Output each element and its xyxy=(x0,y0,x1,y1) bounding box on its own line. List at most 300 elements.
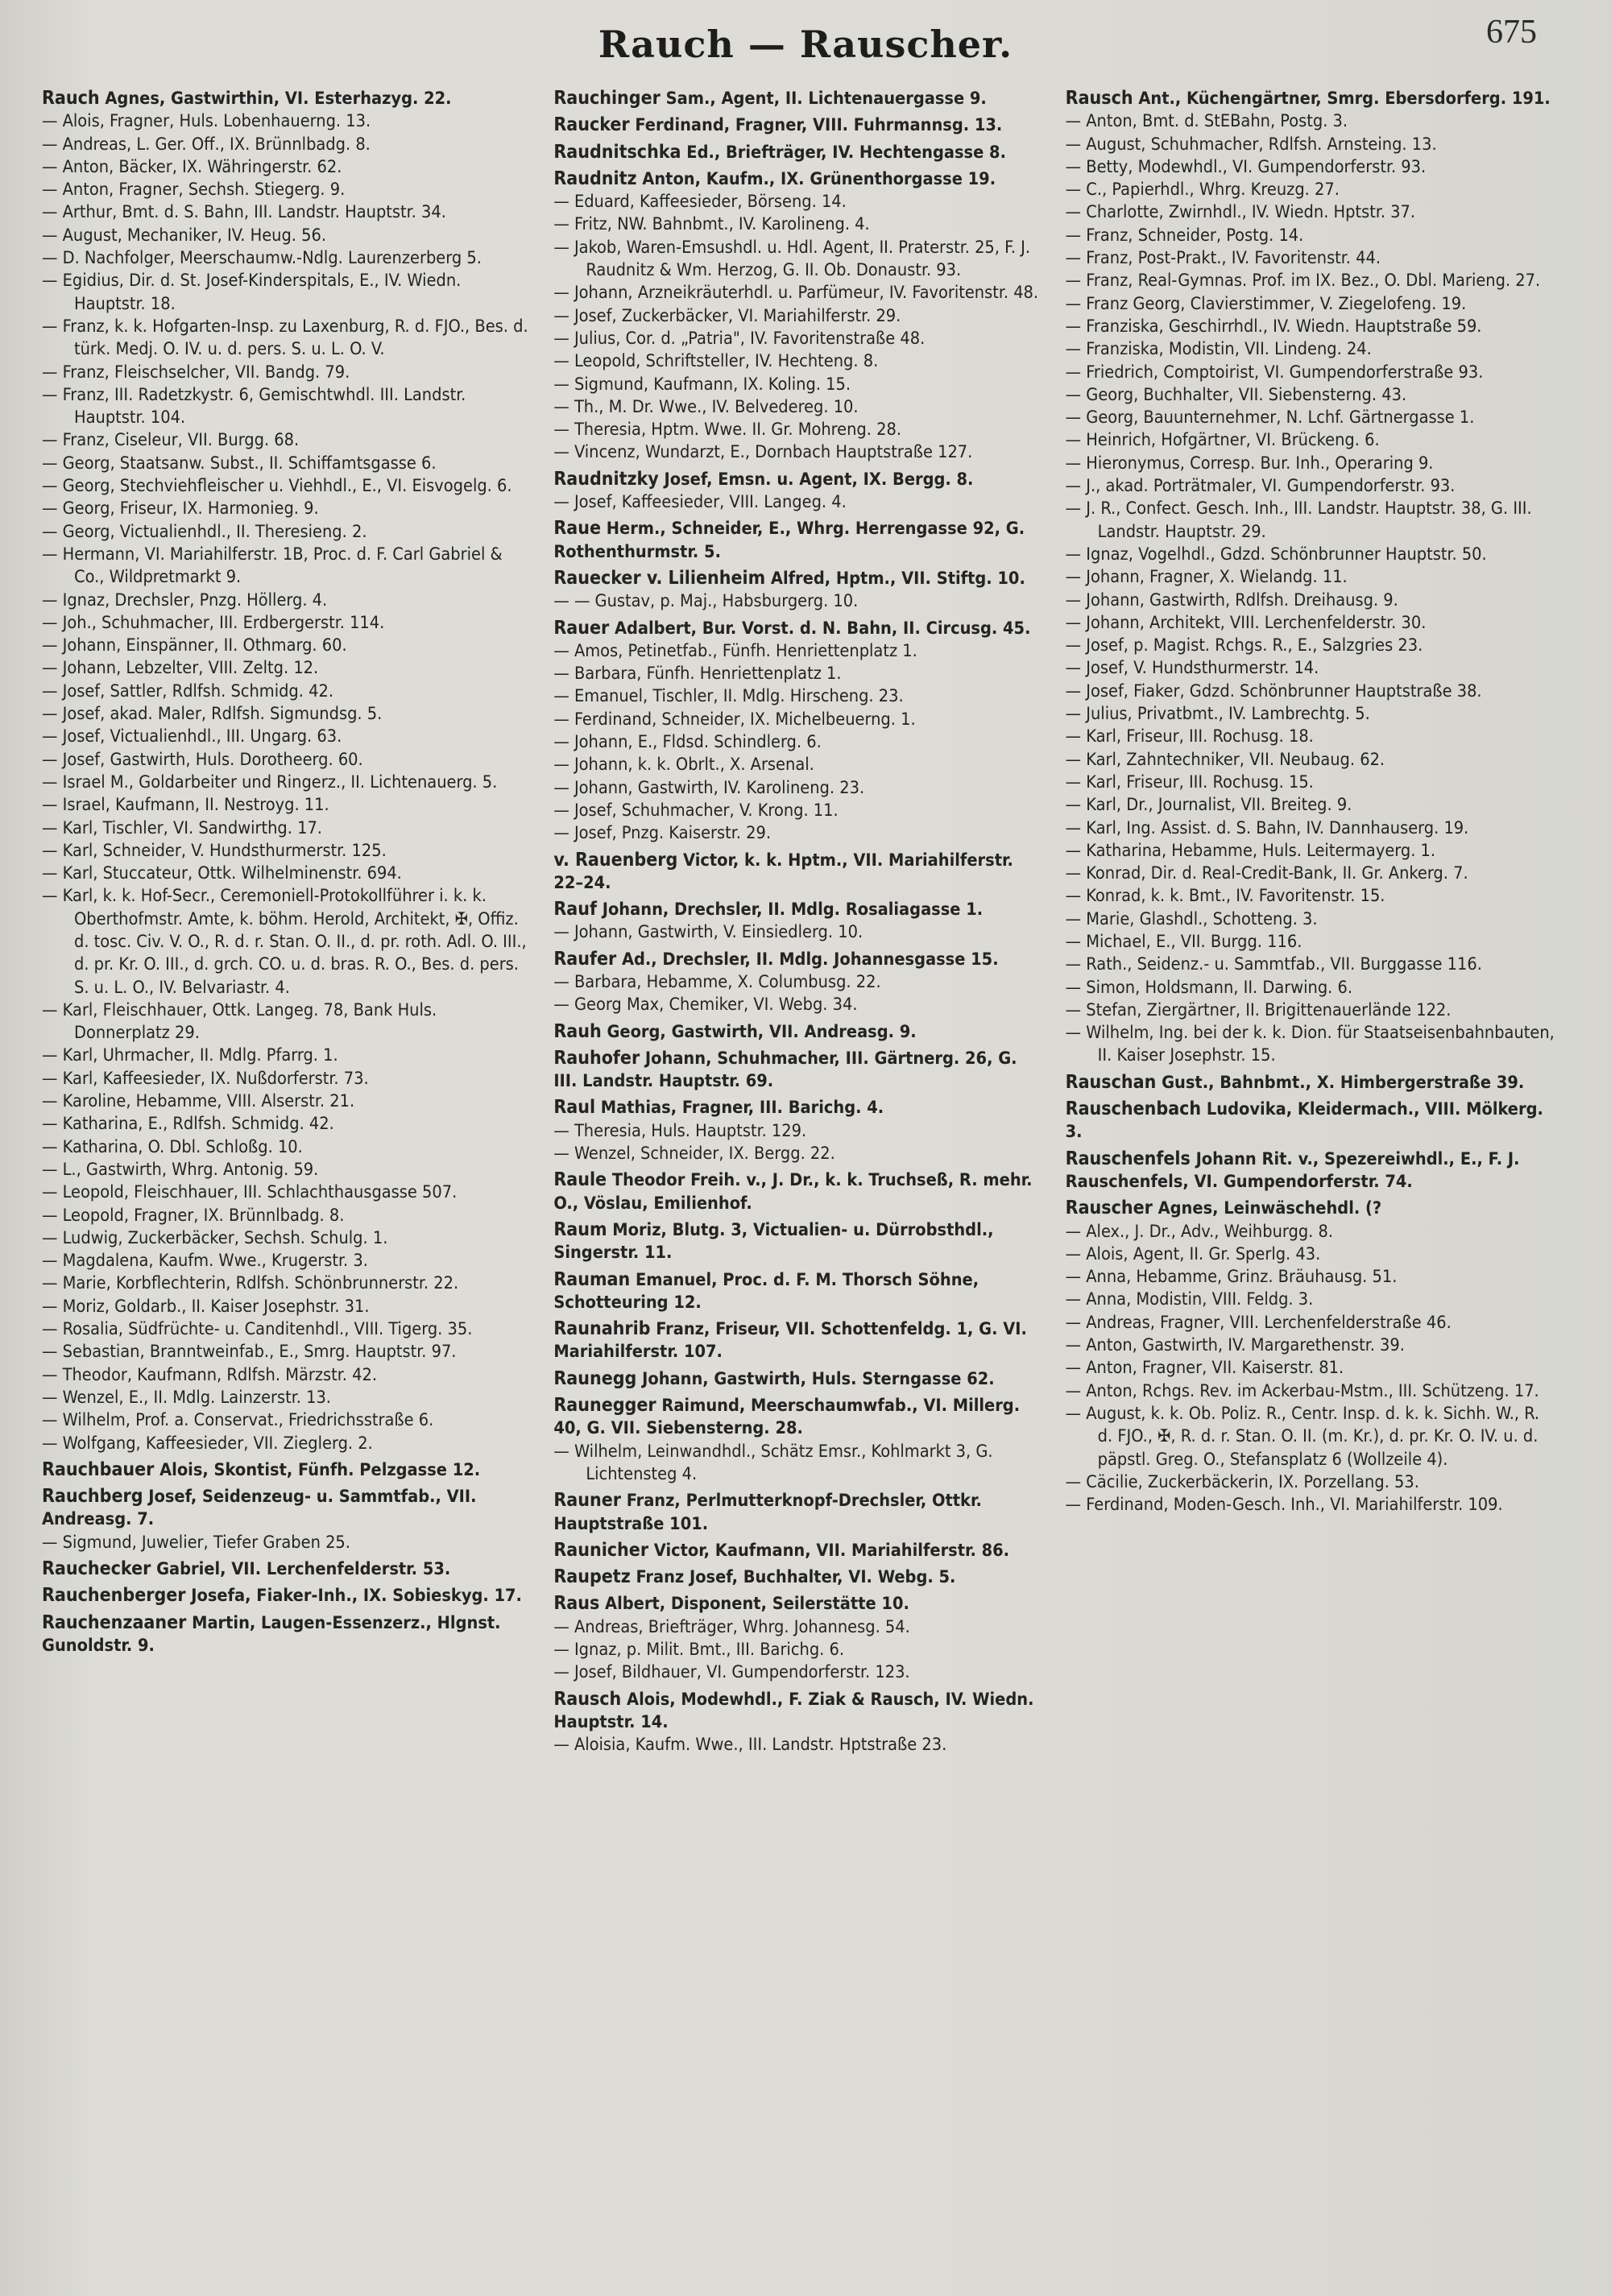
person-entry xyxy=(553,328,1044,350)
surname-entry xyxy=(553,1539,1044,1562)
entry-text: Franz, III. Radetzkystr. 6, Gemischtwhdl. III. Landstr. Hauptstr. 104. xyxy=(62,384,466,428)
person-entry xyxy=(42,1272,532,1295)
surname: Rauchenberger xyxy=(42,1585,186,1607)
entry-text: Karoline, Hebamme, VIII. Alserstr. 21. xyxy=(62,1091,355,1112)
entry-text: Karl, Dr., Journalist, VII. Breiteg. 9. xyxy=(1086,795,1352,816)
entry-text: Rath., Seidenz.- u. Sammtfab., VII. Burggasse 116. xyxy=(1086,954,1482,975)
entry-text: Andreas, L. Ger. Off., IX. Brünnlbadg. 8. xyxy=(62,134,371,155)
person-entry xyxy=(553,590,1044,613)
entry-text: Josef, Seidenzeug- u. Sammtfab., VII. Andreasg. 7. xyxy=(42,1487,477,1530)
person-entry xyxy=(553,685,1044,708)
entry-text: Johann, Schuhmacher, III. Gärtnerg. 26, G. III. Landstr. Hauptstr. 69. xyxy=(553,1048,1017,1092)
surname-entry xyxy=(42,1458,532,1482)
person-entry xyxy=(553,731,1044,754)
surname: Raunegg xyxy=(553,1367,637,1389)
entry-text: Josef, Emsn. u. Agent, IX. Bergg. 8. xyxy=(658,469,974,490)
entry-text: Barbara, Hebamme, X. Columbusg. 22. xyxy=(574,971,881,992)
person-entry xyxy=(42,498,532,520)
entry-text: Sigmund, Kaufmann, IX. Koling. 15. xyxy=(574,374,851,395)
entry-text: Anton, Fragner, Sechsh. Stiegerg. 9. xyxy=(62,180,346,201)
surname-entry xyxy=(553,1169,1044,1215)
surname: Raus xyxy=(553,1593,600,1615)
entry-text: Ad., Drechsler, II. Mdlg. Johannesgasse 15. xyxy=(616,949,999,970)
surname: Rauner xyxy=(553,1490,621,1512)
entry-text: August, Mechaniker, IV. Heug. 56. xyxy=(62,225,327,246)
entry-text: Johann, Fragner, X. Wielandg. 11. xyxy=(1086,567,1348,588)
surname-entry xyxy=(553,849,1044,896)
person-entry xyxy=(42,1113,532,1136)
entry-text: Leopold, Schriftsteller, IV. Hechteng. 8. xyxy=(574,351,879,372)
entry-text: Karl, Ing. Assist. d. S. Bahn, IV. Dannhauserg. 19. xyxy=(1086,817,1469,838)
person-entry xyxy=(553,213,1044,236)
surname: Rauchenzaaner xyxy=(42,1611,187,1633)
person-entry xyxy=(42,1205,532,1227)
person-entry xyxy=(1066,247,1556,270)
entry-text: Egidius, Dir. d. St. Josef-Kinderspitals, E., IV. Wiedn. Hauptstr. 18. xyxy=(62,271,462,314)
person-entry xyxy=(1066,840,1556,863)
entry-text: Josef, Pnzg. Kaiserstr. 29. xyxy=(574,823,771,844)
person-entry xyxy=(1066,908,1556,931)
surname: Raufer xyxy=(553,948,617,970)
entry-text: Agnes, Leinwäschehdl. (? xyxy=(1152,1198,1382,1219)
surname: Raule xyxy=(553,1169,607,1191)
entry-text: Anton, Fragner, VII. Kaiserstr. 81. xyxy=(1086,1358,1344,1379)
person-entry xyxy=(42,1136,532,1159)
person-entry xyxy=(42,1433,532,1455)
person-entry xyxy=(1066,384,1556,407)
surname-entry xyxy=(553,1218,1044,1265)
page-header xyxy=(0,6,1611,95)
person-entry xyxy=(553,1734,1044,1756)
person-entry xyxy=(1066,863,1556,885)
entry-text: Anton, Kaufm., IX. Grünenthorgasse 19. xyxy=(636,168,996,189)
entry-text: Ignaz, p. Milit. Bmt., III. Barichg. 6. xyxy=(574,1640,845,1660)
surname-entry xyxy=(553,517,1044,564)
entry-text: Ferdinand, Schneider, IX. Michelbeuerng. 1. xyxy=(574,709,916,730)
person-entry xyxy=(553,994,1044,1016)
surname: Rausch xyxy=(1065,88,1133,109)
entry-text: Franz, Fleischselcher, VII. Bandg. 79. xyxy=(62,362,350,383)
surname-entry xyxy=(1066,87,1556,110)
surname: Rauscher xyxy=(1065,1198,1153,1219)
entry-text: Konrad, Dir. d. Real-Credit-Bank, II. Gr. Ankerg. 7. xyxy=(1086,863,1468,884)
entry-text: Josef, Schuhmacher, V. Krong. 11. xyxy=(574,800,839,821)
person-entry xyxy=(42,1090,532,1113)
surname-entry xyxy=(553,1592,1044,1615)
entry-text: Mathias, Fragner, III. Barichg. 4. xyxy=(595,1098,884,1119)
entry-text: Anton, Gastwirth, IV. Margarethenstr. 39. xyxy=(1086,1335,1405,1356)
person-entry xyxy=(1066,225,1556,247)
surname: Raucker xyxy=(553,114,630,136)
person-entry xyxy=(42,453,532,475)
surname: Raudnitz xyxy=(553,168,637,189)
person-entry xyxy=(42,1341,532,1363)
surname: Raudnitzky xyxy=(553,468,659,490)
person-entry xyxy=(1066,977,1556,999)
person-entry xyxy=(42,1045,532,1067)
entry-text: Albert, Disponent, Seilerstätte 10. xyxy=(599,1594,909,1615)
entry-text: Josef, Gastwirth, Huls. Dorotheerg. 60. xyxy=(62,749,363,770)
surname-entry xyxy=(42,1558,532,1581)
person-entry xyxy=(1066,544,1556,566)
person-entry xyxy=(42,1068,532,1090)
surname: v. Rauenberg xyxy=(553,849,678,871)
person-entry xyxy=(42,201,532,224)
entry-text: — Gustav, p. Maj., Habsburgerg. 10. xyxy=(574,591,859,612)
entry-text: Karl, Tischler, VI. Sandwirthg. 17. xyxy=(62,817,322,838)
surname-entry xyxy=(553,948,1044,971)
person-entry xyxy=(1066,1289,1556,1311)
surname: Rauschenbach xyxy=(1065,1098,1202,1120)
entry-text: Wolfgang, Kaffeesieder, VII. Zieglerg. 2. xyxy=(62,1433,373,1454)
person-entry xyxy=(553,921,1044,944)
entry-text: August, Schuhmacher, Rdlfsh. Arnsteing. 13. xyxy=(1086,134,1437,155)
person-entry xyxy=(42,1387,532,1409)
entry-text: Moriz, Blutg. 3, Victualien- u. Dürrobsthdl., Singerstr. 11. xyxy=(553,1219,994,1264)
person-entry xyxy=(553,374,1044,396)
entry-text: Betty, Modewhdl., VI. Gumpendorferstr. 93. xyxy=(1086,156,1427,177)
person-entry xyxy=(553,971,1044,994)
entry-text: Sigmund, Juwelier, Tiefer Graben 25. xyxy=(62,1532,350,1553)
entry-text: Karl, Friseur, III. Rochusg. 18. xyxy=(1086,726,1314,747)
person-entry xyxy=(1066,1380,1556,1403)
person-entry xyxy=(1066,999,1556,1022)
person-entry xyxy=(553,191,1044,213)
entry-text: Franz Josef, Buchhalter, VI. Webg. 5. xyxy=(630,1567,956,1588)
person-entry xyxy=(553,491,1044,514)
surname: Raunahrib xyxy=(553,1318,651,1340)
surname: Rauecker v. Lilienheim xyxy=(553,567,766,589)
person-entry xyxy=(42,110,532,133)
entry-text: Josef, Sattler, Rdlfsh. Schmidg. 42. xyxy=(62,681,333,701)
entry-text: Anton, Bäcker, IX. Währingerstr. 62. xyxy=(62,156,342,177)
column-1 xyxy=(42,84,532,2282)
entry-text: Josef, p. Magist. Rchgs. R., E., Salzgries 23. xyxy=(1086,635,1423,656)
entry-text: Gabriel, VII. Lerchenfelderstr. 53. xyxy=(151,1559,451,1579)
entry-text: Simon, Holdsmann, II. Darwing. 6. xyxy=(1086,977,1353,998)
person-entry xyxy=(553,1639,1044,1661)
surname-entry xyxy=(553,1688,1044,1735)
person-entry xyxy=(553,1143,1044,1165)
person-entry xyxy=(553,396,1044,419)
person-entry xyxy=(1066,1334,1556,1357)
entry-text: Johann, Architekt, VIII. Lerchenfelderstr. 30. xyxy=(1086,612,1427,633)
entry-text: Johann, Drechsler, II. Mdlg. Rosaliagasse 1. xyxy=(596,900,984,920)
entry-text: Anton, Rchgs. Rev. im Ackerbau-Mstm., III. Schützeng. 17. xyxy=(1086,1380,1539,1401)
entry-text: Friedrich, Comptoirist, VI. Gumpendorferstraße 93. xyxy=(1086,362,1484,383)
person-entry xyxy=(1066,885,1556,908)
entry-text: Johann, Lebzelter, VIII. Zeltg. 12. xyxy=(62,658,319,679)
person-entry xyxy=(553,305,1044,328)
person-entry xyxy=(42,681,532,703)
person-entry xyxy=(1066,134,1556,156)
surname: Rauschan xyxy=(1065,1071,1157,1093)
entry-text: L., Gastwirth, Whrg. Antonig. 59. xyxy=(62,1159,319,1180)
entry-text: Alex., J. Dr., Adv., Weihburgg. 8. xyxy=(1086,1221,1334,1242)
surname: Rauschenfels xyxy=(1065,1148,1191,1169)
entry-text: Josef, V. Hundsthurmerstr. 14. xyxy=(1086,658,1319,679)
person-entry xyxy=(1066,590,1556,612)
surname-entry xyxy=(42,87,532,110)
person-entry xyxy=(1066,156,1556,179)
person-entry xyxy=(553,441,1044,464)
entry-text: Alois, Fragner, Huls. Lobenhauerng. 13. xyxy=(62,111,371,132)
person-entry xyxy=(42,863,532,885)
entry-text: Ludwig, Zuckerbäcker, Sechsh. Schulg. 1. xyxy=(62,1227,388,1248)
entry-text: Adalbert, Bur. Vorst. d. N. Bahn, II. Circusg. 45. xyxy=(609,618,1031,639)
entry-text: Wilhelm, Leinwandhdl., Schätz Emsr., Kohlmarkt 3, G. Lichtensteg 4. xyxy=(574,1441,993,1484)
surname-entry xyxy=(553,617,1044,640)
entry-text: Aloisia, Kaufm. Wwe., III. Landstr. Hptstraße 23. xyxy=(574,1735,947,1756)
entry-text: Wenzel, E., II. Mdlg. Lainzerstr. 13. xyxy=(62,1387,331,1408)
entry-text: Wilhelm, Prof. a. Conservat., Friedrichsstraße 6. xyxy=(62,1410,434,1431)
entry-text: Theodor Freih. v., J. Dr., k. k. Truchseß, R. mehr. O., Vöslau, Emilienhof. xyxy=(553,1170,1033,1214)
person-entry xyxy=(42,1159,532,1181)
surname: Rauf xyxy=(553,899,597,920)
entry-text: Franz, Post-Prakt., IV. Favoritenstr. 44. xyxy=(1086,248,1381,269)
surname-entry xyxy=(553,1489,1044,1536)
surname: Raum xyxy=(553,1218,607,1240)
person-entry xyxy=(42,1364,532,1387)
person-entry xyxy=(1066,453,1556,475)
entry-text: Ferdinand, Fragner, VIII. Fuhrmannsg. 13. xyxy=(629,115,1003,136)
person-entry xyxy=(1066,566,1556,589)
person-entry xyxy=(553,1441,1044,1487)
entry-text: Jakob, Waren-Emsushdl. u. Hdl. Agent, II. Praterstr. 25, F. J. Raudnitz & Wm. Herzog, G. II. Ob. Donaustr. 93. xyxy=(574,237,1031,281)
entry-text: Heinrich, Hofgärtner, VI. Brückeng. 6. xyxy=(1086,430,1380,451)
surname: Rauchbauer xyxy=(42,1458,155,1480)
person-entry xyxy=(1066,110,1556,133)
surname-entry xyxy=(553,114,1044,137)
person-entry xyxy=(42,1181,532,1204)
person-entry xyxy=(42,270,532,316)
entry-text: Georg, Buchhalter, VII. Siebensterng. 43. xyxy=(1086,384,1407,405)
surname-entry xyxy=(553,1020,1044,1044)
surname-entry xyxy=(42,1584,532,1607)
surname: Raunicher xyxy=(553,1539,649,1561)
person-entry xyxy=(42,429,532,452)
entry-text: Josef, Bildhauer, VI. Gumpendorferstr. 123. xyxy=(574,1662,910,1683)
person-entry xyxy=(1066,772,1556,794)
surname: Raue xyxy=(553,518,601,540)
person-entry xyxy=(1066,429,1556,452)
entry-text: D. Nachfolger, Meerschaumw.-Ndlg. Laurenzerberg 5. xyxy=(62,248,482,269)
person-entry xyxy=(553,663,1044,685)
person-entry xyxy=(42,817,532,840)
entry-text: Emanuel, Proc. d. F. M. Thorsch Söhne, Schotteuring 12. xyxy=(553,1269,979,1313)
entry-text: Katharina, Hebamme, Huls. Leitermayerg. 1. xyxy=(1086,840,1436,861)
entry-text: Agnes, Gastwirthin, VI. Esterhazyg. 22. xyxy=(99,89,452,109)
entry-text: Georg, Friseur, IX. Harmonieg. 9. xyxy=(62,499,319,519)
surname-entry xyxy=(1066,1098,1556,1144)
entry-text: Hermann, VI. Mariahilferstr. 1B, Proc. d. F. Carl Gabriel & Co., Wildpretmarkt 9. xyxy=(62,544,503,588)
person-entry xyxy=(1066,681,1556,703)
entry-text: Georg, Staatsanw. Subst., II. Schiffamtsgasse 6. xyxy=(62,453,437,474)
person-entry xyxy=(1066,1312,1556,1334)
entry-text: Josefa, Fiaker-Inh., IX. Sobieskyg. 17. xyxy=(185,1586,522,1607)
person-entry xyxy=(42,362,532,384)
entry-text: Herm., Schneider, E., Whrg. Herrengasse 92, G. Rothenthurmstr. 5. xyxy=(553,519,1025,562)
surname-entry xyxy=(553,898,1044,921)
person-entry xyxy=(42,772,532,794)
person-entry xyxy=(1066,293,1556,316)
entry-text: Katharina, O. Dbl. Schloßg. 10. xyxy=(62,1136,303,1157)
entry-text: Johann, Gastwirth, IV. Karolineng. 23. xyxy=(574,777,865,798)
person-entry xyxy=(42,1318,532,1341)
person-entry xyxy=(1066,270,1556,292)
person-entry xyxy=(1066,612,1556,635)
surname: Rauh xyxy=(553,1020,602,1042)
entry-text: C., Papierhdl., Whrg. Kreuzg. 27. xyxy=(1086,180,1340,201)
entry-text: Anton, Bmt. d. StEBahn, Postg. 3. xyxy=(1086,111,1348,132)
person-entry xyxy=(42,657,532,680)
person-entry xyxy=(553,1661,1044,1684)
entry-text: Israel M., Goldarbeiter und Ringerz., II. Lichtenauerg. 5. xyxy=(62,772,498,792)
surname: Rauchinger xyxy=(553,88,661,109)
person-entry xyxy=(1066,362,1556,384)
entry-text: Franz, Friseur, VII. Schottenfeldg. 1, G. VI. Mariahilferstr. 107. xyxy=(553,1319,1027,1363)
entry-text: Stefan, Ziergärtner, II. Brigittenauerlände 122. xyxy=(1086,999,1452,1020)
entry-text: Franz, Perlmutterknopf-Drechsler, Ottkr. Hauptstraße 101. xyxy=(553,1491,982,1534)
entry-text: Raimund, Meerschaumwfab., VI. Millerg. 40, G. VII. Siebensterng. 28. xyxy=(553,1396,1021,1439)
person-entry xyxy=(42,612,532,635)
person-entry xyxy=(42,179,532,201)
person-entry xyxy=(1066,498,1556,544)
person-entry xyxy=(42,1409,532,1432)
person-entry xyxy=(42,247,532,270)
entry-text: Vincenz, Wundarzt, E., Dornbach Hauptstraße 127. xyxy=(574,442,973,463)
entry-text: Joh., Schuhmacher, III. Erdbergerstr. 114. xyxy=(62,612,385,633)
entry-text: Johann, Gastwirth, V. Einsiedlerg. 10. xyxy=(574,922,863,943)
person-entry xyxy=(1066,201,1556,224)
entry-text: Franz, k. k. Hofgarten-Insp. zu Laxenburg, R. d. FJO., Bes. d. türk. Medj. O. IV. u. d. pers. S. u. L. O. V. xyxy=(62,316,528,360)
entry-text: Ludovika, Kleidermach., VIII. Mölkerg. 3. xyxy=(1065,1099,1543,1143)
entry-text: August, k. k. Ob. Poliz. R., Centr. Insp. d. k. k. Sichh. W., R. d. FJO., ✠, R. d. r. Stan. O. II. (m. Kr.), d. pr. Kr. O. IV. u. d. päpstl. Greg. O., Stefansplatz 6 (Wollzeile 4). xyxy=(1086,1403,1540,1470)
entry-text: Ignaz, Vogelhdl., Gdzd. Schönbrunner Hauptstr. 50. xyxy=(1086,544,1487,565)
surname: Rauman xyxy=(553,1268,631,1290)
entry-text: Julius, Privatbmt., IV. Lambrechtg. 5. xyxy=(1086,704,1370,725)
person-entry xyxy=(553,640,1044,663)
entry-text: Karl, Uhrmacher, II. Mdlg. Pfarrg. 1. xyxy=(62,1045,338,1066)
entry-text: Karl, Fleischhauer, Ottk. Langeg. 78, Bank Huls. Donnerplatz 29. xyxy=(62,999,437,1044)
entry-text: Josef, Zuckerbäcker, VI. Mariahilferstr. 29. xyxy=(574,305,901,326)
entry-text: Wenzel, Schneider, IX. Bergg. 22. xyxy=(574,1144,835,1165)
person-entry xyxy=(1066,316,1556,338)
entry-text: Josef, Kaffeesieder, VIII. Langeg. 4. xyxy=(574,492,847,513)
entry-text: Wilhelm, Ing. bei der k. k. Dion. für Staatseisenbahnbauten, II. Kaiser Josephstr. 15. xyxy=(1086,1023,1555,1066)
person-entry xyxy=(42,475,532,498)
entry-text: Georg Max, Chemiker, VI. Webg. 34. xyxy=(574,995,858,1016)
person-entry xyxy=(42,521,532,544)
entry-text: Leopold, Fragner, IX. Brünnlbadg. 8. xyxy=(62,1205,345,1226)
entry-text: Alois, Modewhdl., F. Ziak & Rausch, IV. Wiedn. Hauptstr. 14. xyxy=(553,1689,1034,1732)
entry-text: J. R., Confect. Gesch. Inh., III. Landstr. Hauptstr. 38, G. III. Landstr. Hauptstr. 29. xyxy=(1086,499,1532,542)
entry-text: Emanuel, Tischler, II. Mdlg. Hirscheng. 23. xyxy=(574,686,904,707)
entry-text: Karl, Zahntechniker, VII. Neubaug. 62. xyxy=(1086,749,1385,770)
entry-text: Franz Georg, Clavierstimmer, V. Ziegelofeng. 19. xyxy=(1086,293,1467,314)
surname-entry xyxy=(553,1318,1044,1364)
entry-text: Georg, Victualienhdl., II. Theresieng. 2. xyxy=(62,521,367,542)
person-entry xyxy=(42,840,532,863)
person-entry xyxy=(42,635,532,657)
entry-text: Rosalia, Südfrüchte- u. Canditenhdl., VIII. Tigerg. 35. xyxy=(62,1319,473,1340)
surname-entry xyxy=(42,1485,532,1532)
person-entry xyxy=(1066,635,1556,657)
surname-entry xyxy=(553,468,1044,491)
person-entry xyxy=(42,316,532,362)
directory-columns xyxy=(42,84,1556,2282)
person-entry xyxy=(1066,749,1556,772)
entry-text: Karl, k. k. Hof-Secr., Ceremoniell-Protokollführer i. k. k. Oberthofmstr. Amte, k. böhm. Herold, Architekt, ✠, Offiz. d. tosc. Civ. V. O., R. d. r. Stan. O. II., d. pr. roth. Adl. O. III., d. pr. Kr. O. III., d. grch. CO. u. d. bras. R. O., Bes. d. pers. S. u. L. O., IV. Belvariastr. 4. xyxy=(62,886,527,998)
person-entry xyxy=(1066,657,1556,680)
person-entry xyxy=(553,709,1044,731)
entry-text: Anna, Hebamme, Grinz. Bräuhausg. 51. xyxy=(1086,1267,1398,1288)
person-entry xyxy=(1066,1357,1556,1380)
surname: Raul xyxy=(553,1097,596,1119)
entry-text: Charlotte, Zwirnhdl., IV. Wiedn. Hptstr. 37. xyxy=(1086,202,1416,223)
entry-text: Johann, Gastwirth, Huls. Sterngasse 62. xyxy=(636,1368,995,1389)
person-entry xyxy=(42,749,532,772)
surname-entry xyxy=(553,87,1044,110)
column-2 xyxy=(553,84,1044,2282)
surname-entry xyxy=(553,567,1044,590)
entry-text: Karl, Friseur, III. Rochusg. 15. xyxy=(1086,772,1314,792)
entry-text: Israel, Kaufmann, II. Nestroyg. 11. xyxy=(62,795,329,816)
page-number: 675 xyxy=(1486,14,1537,51)
entry-text: Leopold, Fleischhauer, III. Schlachthausgasse 507. xyxy=(62,1182,458,1203)
entry-text: Karl, Schneider, V. Hundsthurmerstr. 125. xyxy=(62,840,387,861)
person-entry xyxy=(42,999,532,1045)
person-entry xyxy=(42,1227,532,1250)
person-entry xyxy=(42,1250,532,1272)
person-entry xyxy=(1066,1471,1556,1494)
entry-text: Theresia, Hptm. Wwe. II. Gr. Mohreng. 28. xyxy=(574,420,901,441)
person-entry xyxy=(553,237,1044,283)
entry-text: Theresia, Huls. Hauptstr. 129. xyxy=(574,1120,807,1141)
person-entry xyxy=(1066,817,1556,840)
entry-text: Amos, Petinetfab., Fünfh. Henriettenplatz 1. xyxy=(574,640,917,661)
entry-text: Fritz, NW. Bahnbmt., IV. Karolineng. 4. xyxy=(574,214,870,235)
entry-text: Johann, Arzneikräuterhdl. u. Parfümeur, IV. Favoritenstr. 48. xyxy=(574,283,1039,304)
entry-text: Marie, Korbflechterin, Rdlfsh. Schönbrunnerstr. 22. xyxy=(62,1273,459,1294)
person-entry xyxy=(1066,1266,1556,1289)
entry-text: Franz, Real-Gymnas. Prof. im IX. Bez., O. Dbl. Marieng. 27. xyxy=(1086,271,1541,292)
surname-entry xyxy=(1066,1148,1556,1194)
entry-text: Victor, k. k. Hptm., VII. Mariahilferstr. 22–24. xyxy=(553,850,1013,893)
entry-text: Franziska, Geschirrhdl., IV. Wiedn. Hauptstraße 59. xyxy=(1086,316,1482,337)
person-entry xyxy=(42,703,532,726)
entry-text: Andreas, Fragner, VIII. Lerchenfelderstraße 46. xyxy=(1086,1312,1452,1333)
entry-text: Ferdinand, Moden-Gesch. Inh., VI. Mariahilferstr. 109. xyxy=(1086,1495,1503,1516)
person-entry xyxy=(553,754,1044,776)
person-entry xyxy=(42,885,532,999)
entry-text: Georg, Bauunternehmer, N. Lchf. Gärtnergasse 1. xyxy=(1086,407,1475,428)
entry-text: Karl, Stuccateur, Ottk. Wilhelminenstr. 694. xyxy=(62,863,402,884)
person-entry xyxy=(1066,1243,1556,1266)
person-entry xyxy=(1066,1221,1556,1243)
entry-text: Ant., Küchengärtner, Smrg. Ebersdorferg. 191. xyxy=(1133,89,1551,109)
surname-entry xyxy=(553,1268,1044,1315)
entry-text: Johann, Einspänner, II. Othmarg. 60. xyxy=(62,635,347,656)
surname-entry xyxy=(553,1566,1044,1589)
person-entry xyxy=(553,1120,1044,1143)
running-head: Rauch — Rauscher. xyxy=(598,23,1013,66)
surname-entry xyxy=(553,168,1044,191)
entry-text: Alfred, Hptm., VII. Stiftg. 10. xyxy=(765,568,1025,589)
surname-entry xyxy=(553,1394,1044,1441)
person-entry xyxy=(1066,179,1556,201)
entry-text: Franziska, Modistin, VII. Lindeng. 24. xyxy=(1086,339,1372,360)
